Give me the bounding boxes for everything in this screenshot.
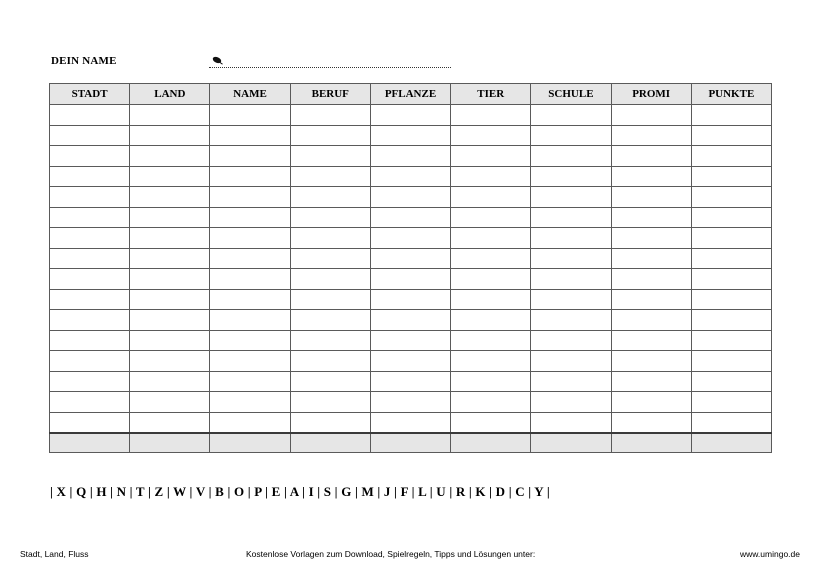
table-cell[interactable] bbox=[290, 289, 370, 310]
table-cell[interactable] bbox=[290, 207, 370, 228]
table-cell[interactable] bbox=[691, 351, 771, 372]
table-cell[interactable] bbox=[531, 371, 611, 392]
table-cell[interactable] bbox=[691, 330, 771, 351]
table-row bbox=[50, 371, 772, 392]
table-cell[interactable] bbox=[370, 330, 450, 351]
table-cell[interactable] bbox=[451, 433, 531, 453]
table-cell[interactable] bbox=[691, 125, 771, 146]
table-row bbox=[50, 228, 772, 249]
table-cell[interactable] bbox=[290, 310, 370, 331]
table-cell[interactable] bbox=[370, 248, 450, 269]
column-header-schule: SCHULE bbox=[531, 84, 611, 105]
table-cell[interactable] bbox=[370, 310, 450, 331]
table-body bbox=[50, 105, 772, 453]
column-header-stadt: STADT bbox=[50, 84, 130, 105]
table-cell[interactable] bbox=[531, 187, 611, 208]
table-cell[interactable] bbox=[611, 289, 691, 310]
table-cell[interactable] bbox=[290, 105, 370, 126]
table-cell[interactable] bbox=[50, 433, 130, 453]
table-cell[interactable] bbox=[691, 433, 771, 453]
table-cell[interactable] bbox=[210, 166, 290, 187]
table-cell[interactable] bbox=[370, 125, 450, 146]
table-row bbox=[50, 351, 772, 372]
table-cell[interactable] bbox=[691, 392, 771, 413]
table-cell[interactable] bbox=[451, 228, 531, 249]
table-cell[interactable] bbox=[611, 146, 691, 167]
table-cell[interactable] bbox=[130, 248, 210, 269]
table-cell[interactable] bbox=[290, 330, 370, 351]
table-cell[interactable] bbox=[451, 289, 531, 310]
table-cell[interactable] bbox=[451, 248, 531, 269]
table-cell[interactable] bbox=[290, 412, 370, 433]
table-cell[interactable] bbox=[290, 371, 370, 392]
pencil-icon bbox=[211, 55, 223, 65]
name-label: DEIN NAME bbox=[51, 55, 117, 67]
table-cell[interactable] bbox=[691, 146, 771, 167]
table-cell[interactable] bbox=[210, 207, 290, 228]
table-cell[interactable] bbox=[50, 412, 130, 433]
table-row bbox=[50, 310, 772, 331]
column-header-punkte: PUNKTE bbox=[691, 84, 771, 105]
table-cell[interactable] bbox=[130, 371, 210, 392]
table-cell[interactable] bbox=[210, 330, 290, 351]
table-cell[interactable] bbox=[50, 392, 130, 413]
table-cell[interactable] bbox=[531, 269, 611, 290]
table-cell[interactable] bbox=[611, 166, 691, 187]
column-header-beruf: BERUF bbox=[290, 84, 370, 105]
table-cell[interactable] bbox=[451, 392, 531, 413]
footer-link[interactable]: www.umingo.de bbox=[739, 549, 800, 559]
table-cell[interactable] bbox=[611, 105, 691, 126]
table-cell[interactable] bbox=[531, 166, 611, 187]
table-cell[interactable] bbox=[451, 351, 531, 372]
table-cell[interactable] bbox=[451, 330, 531, 351]
table-cell[interactable] bbox=[531, 248, 611, 269]
table-cell[interactable] bbox=[611, 269, 691, 290]
column-header-tier: TIER bbox=[451, 84, 531, 105]
table-row bbox=[50, 207, 772, 228]
table-cell[interactable] bbox=[611, 125, 691, 146]
table-row bbox=[50, 248, 772, 269]
table-cell[interactable] bbox=[451, 371, 531, 392]
table-cell[interactable] bbox=[531, 289, 611, 310]
table-cell[interactable] bbox=[451, 207, 531, 228]
table-cell[interactable] bbox=[290, 392, 370, 413]
table-cell[interactable] bbox=[130, 105, 210, 126]
table-cell[interactable] bbox=[691, 207, 771, 228]
table-cell[interactable] bbox=[210, 351, 290, 372]
table-cell[interactable] bbox=[50, 351, 130, 372]
table-row bbox=[50, 146, 772, 167]
table-cell[interactable] bbox=[290, 187, 370, 208]
table-cell[interactable] bbox=[210, 433, 290, 453]
table-cell[interactable] bbox=[130, 166, 210, 187]
table-cell[interactable] bbox=[130, 351, 210, 372]
table-cell[interactable] bbox=[50, 371, 130, 392]
table-cell[interactable] bbox=[370, 392, 450, 413]
table-cell[interactable] bbox=[130, 412, 210, 433]
table-row bbox=[50, 125, 772, 146]
table-cell[interactable] bbox=[290, 146, 370, 167]
table-cell[interactable] bbox=[691, 269, 771, 290]
table-cell[interactable] bbox=[130, 207, 210, 228]
table-cell[interactable] bbox=[210, 412, 290, 433]
table-cell[interactable] bbox=[691, 248, 771, 269]
table-cell[interactable] bbox=[130, 330, 210, 351]
table-cell[interactable] bbox=[531, 392, 611, 413]
table-cell[interactable] bbox=[130, 392, 210, 413]
table-cell[interactable] bbox=[691, 289, 771, 310]
table-cell[interactable] bbox=[370, 412, 450, 433]
table-cell[interactable] bbox=[611, 310, 691, 331]
table-row bbox=[50, 105, 772, 126]
footer-title: Stadt, Land, Fluss bbox=[20, 549, 89, 559]
table-cell[interactable] bbox=[531, 105, 611, 126]
table-cell[interactable] bbox=[531, 125, 611, 146]
table-cell[interactable] bbox=[531, 207, 611, 228]
table-row bbox=[50, 187, 772, 208]
table-cell[interactable] bbox=[50, 228, 130, 249]
table-cell[interactable] bbox=[531, 330, 611, 351]
table-cell[interactable] bbox=[210, 146, 290, 167]
table-cell[interactable] bbox=[611, 187, 691, 208]
table-cell[interactable] bbox=[451, 166, 531, 187]
table-cell[interactable] bbox=[691, 371, 771, 392]
table-cell[interactable] bbox=[130, 289, 210, 310]
table-cell[interactable] bbox=[290, 166, 370, 187]
table-cell[interactable] bbox=[451, 412, 531, 433]
table-cell[interactable] bbox=[531, 433, 611, 453]
table-cell[interactable] bbox=[50, 166, 130, 187]
table-row bbox=[50, 269, 772, 290]
table-cell[interactable] bbox=[50, 125, 130, 146]
table-cell[interactable] bbox=[290, 433, 370, 453]
table-cell[interactable] bbox=[50, 289, 130, 310]
table-cell[interactable] bbox=[50, 248, 130, 269]
table-cell[interactable] bbox=[210, 269, 290, 290]
table-cell[interactable] bbox=[210, 125, 290, 146]
table-cell[interactable] bbox=[370, 166, 450, 187]
table-cell[interactable] bbox=[210, 392, 290, 413]
table-cell[interactable] bbox=[210, 105, 290, 126]
table-cell[interactable] bbox=[210, 248, 290, 269]
table-cell[interactable] bbox=[290, 248, 370, 269]
table-cell[interactable] bbox=[611, 412, 691, 433]
table-cell[interactable] bbox=[130, 310, 210, 331]
table-cell[interactable] bbox=[691, 187, 771, 208]
table-cell[interactable] bbox=[290, 351, 370, 372]
table-row bbox=[50, 330, 772, 351]
table-cell[interactable] bbox=[130, 228, 210, 249]
table-cell[interactable] bbox=[531, 351, 611, 372]
table-cell[interactable] bbox=[611, 207, 691, 228]
footer-text: Kostenlose Vorlagen zum Download, Spielregeln, Tipps und Lösungen unter: bbox=[246, 549, 536, 559]
column-header-pflanze: PFLANZE bbox=[370, 84, 450, 105]
table-cell[interactable] bbox=[531, 146, 611, 167]
table-cell[interactable] bbox=[210, 187, 290, 208]
table-cell[interactable] bbox=[50, 310, 130, 331]
table-cell[interactable] bbox=[290, 228, 370, 249]
table-cell[interactable] bbox=[210, 371, 290, 392]
table-cell[interactable] bbox=[370, 289, 450, 310]
column-header-name: NAME bbox=[210, 84, 290, 105]
table-cell[interactable] bbox=[210, 310, 290, 331]
table-row bbox=[50, 392, 772, 413]
table-cell[interactable] bbox=[611, 392, 691, 413]
table-cell[interactable] bbox=[691, 166, 771, 187]
table-cell[interactable] bbox=[50, 187, 130, 208]
table-header-row bbox=[50, 84, 772, 105]
letter-strip: | X | Q | H | N | T | Z | W | V | B | O | P | E | A | I | S | G | M | J | F | L | U | R | K | D | C | Y | bbox=[50, 484, 550, 499]
table-cell[interactable] bbox=[370, 187, 450, 208]
table-cell[interactable] bbox=[370, 228, 450, 249]
table-cell[interactable] bbox=[451, 146, 531, 167]
table-cell[interactable] bbox=[370, 351, 450, 372]
table-cell[interactable] bbox=[691, 310, 771, 331]
table-cell[interactable] bbox=[50, 269, 130, 290]
table-row bbox=[50, 412, 772, 433]
column-header-promi: PROMI bbox=[611, 84, 691, 105]
table-cell[interactable] bbox=[531, 310, 611, 331]
table-cell[interactable] bbox=[130, 146, 210, 167]
table-cell[interactable] bbox=[130, 125, 210, 146]
table-cell[interactable] bbox=[370, 371, 450, 392]
table-cell[interactable] bbox=[691, 105, 771, 126]
table-cell[interactable] bbox=[451, 125, 531, 146]
table-cell[interactable] bbox=[611, 433, 691, 453]
table-cell[interactable] bbox=[611, 351, 691, 372]
table-cell[interactable] bbox=[531, 412, 611, 433]
table-cell[interactable] bbox=[50, 330, 130, 351]
table-cell[interactable] bbox=[50, 105, 130, 126]
table-cell[interactable] bbox=[370, 269, 450, 290]
column-header-land: LAND bbox=[130, 84, 210, 105]
table-cell[interactable] bbox=[290, 269, 370, 290]
table-cell[interactable] bbox=[130, 187, 210, 208]
table-cell[interactable] bbox=[210, 289, 290, 310]
table-cell[interactable] bbox=[370, 105, 450, 126]
game-table bbox=[49, 83, 772, 453]
table-cell[interactable] bbox=[451, 105, 531, 126]
table-cell[interactable] bbox=[290, 125, 370, 146]
name-input-line[interactable] bbox=[209, 67, 451, 68]
table-cell[interactable] bbox=[370, 433, 450, 453]
table-row bbox=[50, 289, 772, 310]
table-cell[interactable] bbox=[451, 269, 531, 290]
table-cell[interactable] bbox=[531, 228, 611, 249]
table-cell[interactable] bbox=[611, 248, 691, 269]
table-cell[interactable] bbox=[50, 207, 130, 228]
table-row bbox=[50, 166, 772, 187]
table-cell[interactable] bbox=[50, 146, 130, 167]
table-cell[interactable] bbox=[130, 433, 210, 453]
table-cell[interactable] bbox=[611, 330, 691, 351]
table-cell[interactable] bbox=[451, 187, 531, 208]
table-cell[interactable] bbox=[691, 228, 771, 249]
table-cell[interactable] bbox=[370, 146, 450, 167]
table-cell[interactable] bbox=[611, 228, 691, 249]
table-cell[interactable] bbox=[611, 371, 691, 392]
table-cell[interactable] bbox=[210, 228, 290, 249]
table-cell[interactable] bbox=[130, 269, 210, 290]
total-row bbox=[50, 433, 772, 453]
table-cell[interactable] bbox=[370, 207, 450, 228]
table-cell[interactable] bbox=[451, 310, 531, 331]
table-cell[interactable] bbox=[691, 412, 771, 433]
